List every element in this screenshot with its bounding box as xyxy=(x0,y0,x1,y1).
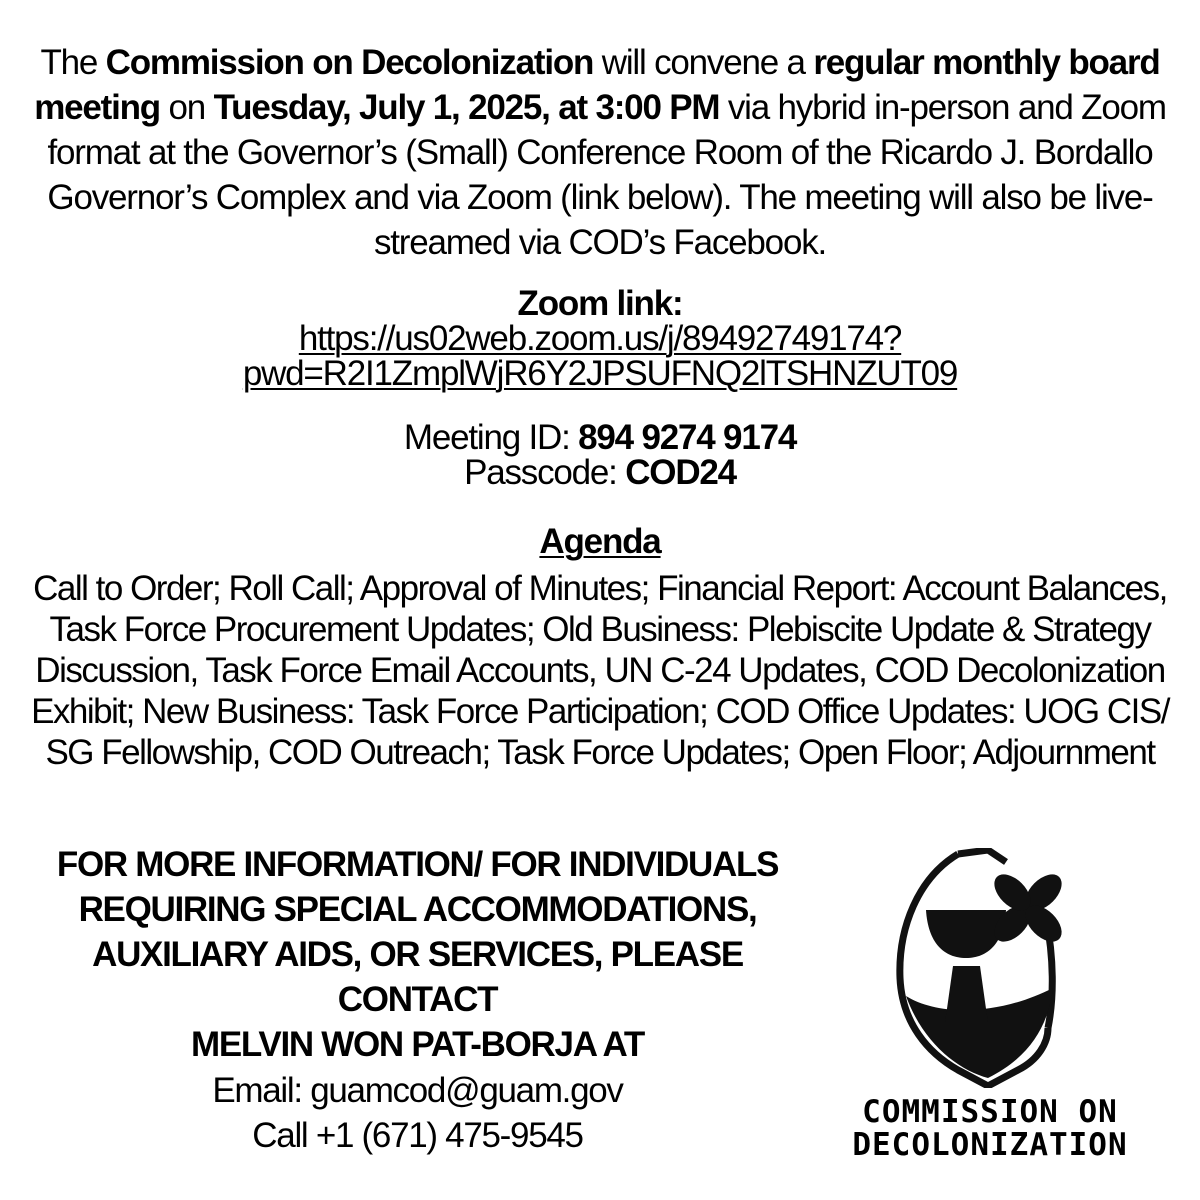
agenda-title-text: Agenda xyxy=(539,522,661,561)
logo-text xyxy=(840,1096,1140,1162)
announcement-text: The xyxy=(40,43,106,82)
logo-line1: COMMISSION ON xyxy=(862,1094,1118,1130)
announcement-text: will convene a xyxy=(593,43,814,82)
contact-phone[interactable]: Call +1 (671) 475-9545 xyxy=(252,1116,583,1155)
meeting-id-label: Meeting ID: xyxy=(403,418,579,457)
announcement-text: on xyxy=(159,88,214,127)
org-name: Commission on Decolonization xyxy=(105,43,594,82)
passcode-label: Passcode: xyxy=(464,453,626,492)
meeting-id-value: 894 9274 9174 xyxy=(578,418,797,457)
agenda-body: Call to Order; Roll Call; Approval of Minutes; Financial Report: Account Balances, Task Force Procurement Updates; Old Business: Plebiscite Update & Strategy Discussion, Task Force Email Accounts, UN C-24 Updates, COD Decolonization Exhibit; New Business: Task Force Participation; COD Office Updates: UOG CIS/ SG Fellowship, COD Outreach; Task Force Updates; Open Floor; Adjournment xyxy=(31,569,1169,772)
contact-name: MELVIN WON PAT-BORJA AT xyxy=(191,1025,644,1064)
commission-logo xyxy=(840,848,1140,1168)
zoom-link-line2: pwd=R2I1ZmplWjR6Y2JPSUFNQ2lTSHNZUT09 xyxy=(242,354,958,393)
zoom-link-label: Zoom link: xyxy=(517,284,683,323)
meeting-id xyxy=(100,420,1100,455)
meeting-announcement xyxy=(20,40,1180,265)
zoom-link-line1: https://us02web.zoom.us/j/89492749174? xyxy=(298,319,902,358)
meeting-type: regular monthly board meeting xyxy=(34,43,1160,127)
announcement-text: via hybrid in-person and Zoom format at the Governor’s (Small) Conference Room of the Ricardo J. Bordallo Governor’s Complex and via Zoom (link below). The meeting will also be live-streamed via COD’s Facebook. xyxy=(47,88,1166,262)
meeting-datetime: Tuesday, July 1, 2025, at 3:00 PM xyxy=(213,88,720,127)
meeting-credentials xyxy=(100,420,1100,490)
contact-email[interactable]: Email: guamcod@guam.gov xyxy=(212,1071,623,1110)
contact-heading: FOR MORE INFORMATION/ FOR INDIVIDUALS REQUIRING SPECIAL ACCOMMODATIONS, AUXILIARY AIDS, OR SERVICES, PLEASE CONTACT xyxy=(56,845,779,1019)
latte-stone-flower-emblem-icon xyxy=(888,848,1088,1088)
logo-line2: DECOLONIZATION xyxy=(852,1127,1128,1163)
agenda-title xyxy=(100,522,1100,562)
contact-details xyxy=(10,1068,825,1158)
passcode xyxy=(100,455,1100,490)
zoom-link[interactable] xyxy=(100,321,1100,391)
zoom-link-section xyxy=(100,286,1100,391)
passcode-value: COD24 xyxy=(625,453,736,492)
